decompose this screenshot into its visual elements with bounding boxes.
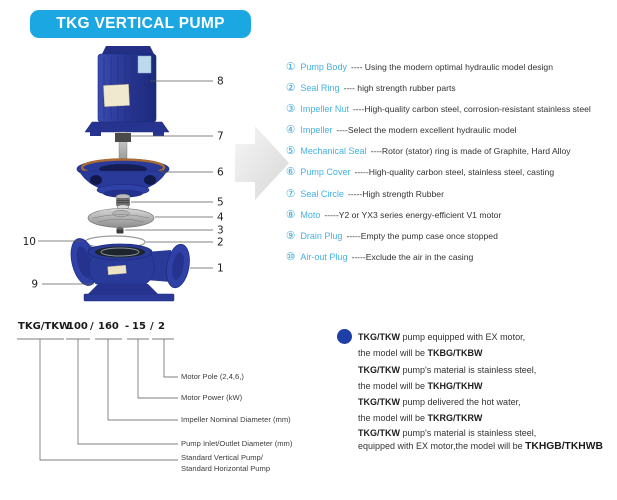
part-item-10: [286, 252, 591, 263]
part-item-1: [286, 61, 591, 72]
part-item-5: [286, 146, 591, 157]
motor-nameplate: [103, 84, 129, 106]
label-standard-line1: Standard Vertical Pump/: [181, 453, 263, 462]
part-name: Air-out Plug: [300, 252, 348, 263]
note-text: pump equipped with EX motor,: [400, 332, 526, 342]
callout-4: 4: [217, 211, 224, 224]
part-desc: ----Select the modern excellent hydraulic model: [336, 125, 517, 136]
note-text: pump delivered the hot water,: [400, 397, 521, 408]
callout-2: 2: [217, 236, 224, 249]
part-name: Impeller: [300, 125, 333, 136]
note-code: TKRG/TKRW: [427, 413, 483, 424]
part-desc: -----High-quality carbon steel, stainless steel, casting: [354, 167, 555, 178]
callout-7: 7: [217, 130, 224, 143]
model-dash: -: [125, 321, 130, 332]
callout-10: 10: [22, 236, 36, 248]
part-name: Drain Plug: [300, 231, 343, 241]
part-desc: ---- Using the modern optimal hydraulic model design: [350, 61, 553, 72]
part-number: ④: [286, 124, 296, 137]
note-lead: TKG/TKW: [358, 397, 400, 408]
note-code: TKBG/TKBW: [427, 348, 483, 359]
part-item-6: [286, 167, 591, 178]
part-item-7: [286, 188, 591, 199]
callout-3: 3: [217, 224, 224, 237]
part-number: ⑧: [286, 208, 296, 221]
part-number: ⑩: [286, 251, 296, 264]
page-title: TKG VERTICAL PUMP: [30, 10, 251, 38]
part-name: Seal Ring: [300, 82, 340, 93]
part-number: ③: [286, 102, 296, 115]
part-name: Moto: [300, 209, 321, 220]
part-item-8: [286, 209, 591, 220]
note-text: the model will be: [358, 380, 428, 391]
part-name: Seal Circle: [300, 188, 344, 199]
part-name: Mechanical Seal: [300, 146, 367, 157]
model-tree-lines: [0, 336, 200, 486]
model-series: TKG/TKW: [18, 321, 71, 332]
part-number: ⑨: [286, 230, 296, 242]
callout-6: 6: [217, 166, 224, 179]
part-name: Pump Cover: [300, 167, 351, 178]
callout-1: 1: [217, 262, 224, 275]
pump-exploded-diagram: [8, 40, 298, 312]
part-desc: -----Exclude the air in the casing: [351, 252, 474, 263]
impeller-nut: [117, 227, 124, 233]
note-text: the model will be: [358, 348, 428, 359]
model-pole: 2: [158, 321, 165, 332]
model-impeller: 160: [98, 321, 119, 332]
note-text: pump's material is stainless steel,: [400, 364, 537, 375]
note-text: pump's material is stainless steel,: [400, 427, 537, 438]
note-code: TKHG/TKHW: [427, 380, 483, 391]
note-text: the model will be: [358, 413, 428, 424]
part-desc: ---- high strength rubber parts: [343, 82, 456, 93]
note-code: TKHGB/TKHWB: [525, 440, 603, 452]
part-desc: -----Y2 or YX3 series energy-efficient V1 motor: [324, 209, 502, 220]
motor-label: [138, 56, 151, 73]
pump-cover: [77, 159, 169, 198]
note-lead: TKG/TKW: [358, 364, 400, 375]
part-number: ⑤: [286, 145, 296, 158]
part-item-3: [286, 103, 591, 114]
label-standard-line2: Standard Horizontal Pump: [181, 464, 271, 473]
model-notes: [358, 329, 603, 453]
note-hot-water: [358, 394, 603, 427]
part-name: Impeller Nut: [300, 103, 349, 114]
callout-5: 5: [217, 196, 224, 209]
part-desc: ----Rotor (stator) ring is made of Graphite, Hard Alloy: [370, 146, 571, 157]
arrow-right-icon: [235, 126, 289, 200]
label-motor-power: Motor Power (kW): [181, 393, 243, 402]
part-desc: ----High-quality carbon steel, corrosion-resistant stainless steel: [352, 103, 591, 114]
bullet-icon: [337, 329, 352, 344]
part-desc: -----Empty the pump case once stopped: [346, 231, 498, 241]
model-slash1: /: [90, 321, 94, 332]
callout-9: 9: [31, 278, 38, 291]
note-ex-motor: [358, 329, 603, 362]
note-text: equipped with EX motor,the model will be: [358, 440, 526, 451]
part-number: ⑥: [286, 166, 296, 179]
impeller: [88, 209, 154, 228]
note-stainless: [358, 362, 603, 395]
note-lead: TKG/TKW: [358, 427, 400, 438]
motor: [85, 46, 169, 136]
mechanical-seal: [116, 194, 130, 209]
label-motor-pole: Motor Pole (2,4,6,): [181, 372, 244, 381]
callout-8: 8: [217, 75, 224, 88]
pump-body: [67, 236, 193, 301]
model-slash2: /: [150, 321, 154, 332]
label-impeller-diameter: Impeller Nominal Diameter (mm): [181, 415, 291, 424]
part-item-2: [286, 82, 591, 93]
label-inlet-outlet: Pump Inlet/Outlet Diameter (mm): [181, 439, 293, 448]
part-number: ①: [286, 60, 296, 73]
note-lead: TKG/TKW: [358, 332, 400, 342]
part-number: ②: [286, 81, 296, 94]
pump-body-nameplate: [108, 265, 127, 275]
parts-list: [286, 61, 591, 263]
model-power: 15: [132, 321, 146, 332]
part-item-9: [286, 231, 591, 242]
part-item-4: [286, 125, 591, 136]
model-inlet: 100: [67, 321, 88, 332]
part-desc: -----High strength Rubber: [347, 188, 444, 199]
note-stainless-ex: [358, 427, 603, 453]
part-number: ⑦: [286, 187, 296, 200]
part-name: Pump Body: [300, 61, 347, 72]
